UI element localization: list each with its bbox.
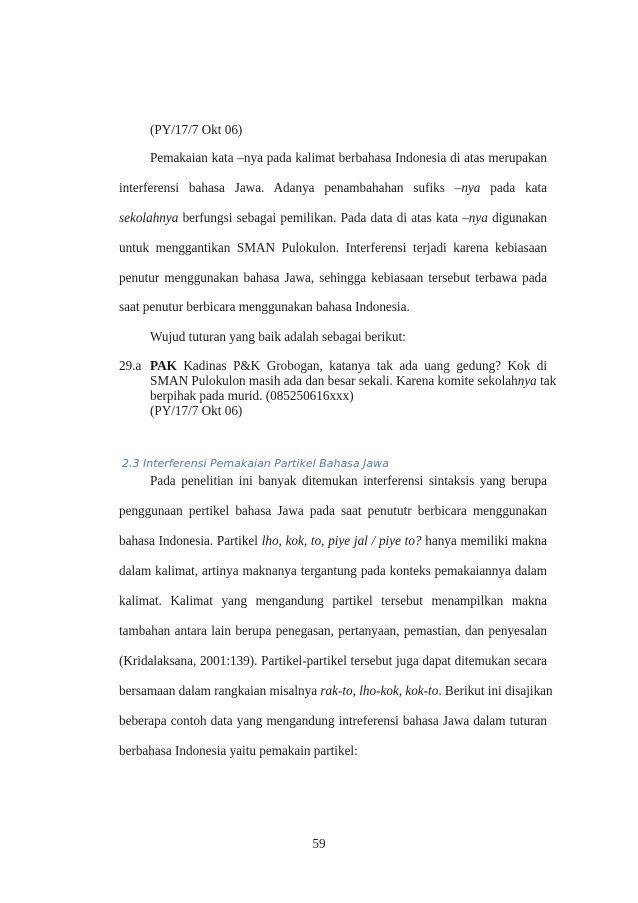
example-number: 29.a bbox=[119, 358, 142, 373]
paragraph-line bbox=[119, 683, 553, 699]
word-italic: –nya bbox=[454, 180, 481, 195]
text-segment: Kadinas P&K Grobogan, katanya tak ada uang gedung? Kok di bbox=[176, 358, 547, 373]
paragraph-line: untuk menggantikan SMAN Pulokulon. Interferensi terjadi karena kebiasaan bbox=[119, 240, 547, 255]
paragraph-line: berbahasa Indonesia yaitu pemakain partikel: bbox=[119, 743, 358, 758]
italic-term: sekolahnya bbox=[119, 210, 179, 225]
word: sufiks bbox=[413, 180, 445, 195]
paragraph-line: penutur menggunakan bahasa Jawa, sehingga kebiasaan tersebut terbawa pada bbox=[119, 270, 547, 285]
paragraph-line: beberapa contoh data yang mengandung intreferensi bahasa Jawa dalam tuturan bbox=[119, 713, 547, 728]
paragraph-line: Pemakaian kata –nya pada kalimat berbahasa Indonesia di atas merupakan bbox=[150, 150, 547, 165]
word: pada bbox=[490, 180, 516, 195]
page-number: 59 bbox=[312, 836, 326, 851]
paragraph-line bbox=[119, 210, 547, 226]
text-segment: . Berikut ini disajikan bbox=[438, 683, 553, 698]
example-intro: Wujud tuturan yang baik adalah sebagai berikut: bbox=[150, 329, 406, 344]
word: Jawa. bbox=[234, 180, 265, 195]
italic-term: nya bbox=[517, 373, 537, 388]
example-line: (PY/17/7 Okt 06) bbox=[150, 403, 243, 418]
text-segment: berfungsi sebagai pemilikan. Pada data di atas kata bbox=[178, 210, 463, 225]
word: Adanya bbox=[273, 180, 315, 195]
section-heading: 2.3 Interferensi Pemakaian Partikel Bahasa Jawa bbox=[122, 457, 389, 470]
example-line: berpihak pada murid. (085250616xxx) bbox=[150, 388, 354, 403]
paragraph-line: Pada penelitian ini banyak ditemukan interferensi sintaksis yang berupa bbox=[150, 473, 547, 488]
paragraph-line: dalam kalimat, artinya maknanya tergantung pada konteks pemakaiannya dalam bbox=[119, 563, 547, 578]
italic-term: lho, kok, to, piye jal / piye to? bbox=[261, 533, 422, 548]
reference-line: (PY/17/7 Okt 06) bbox=[150, 122, 243, 137]
text-segment: bahasa Indonesia. Partikel bbox=[119, 533, 262, 548]
text-segment: bersamaan dalam rangkaian misalnya bbox=[119, 683, 321, 698]
paragraph-line: tambahan antara lain berupa penegasan, pertanyaan, pemastian, dan penyesalan bbox=[119, 623, 547, 638]
paragraph-line: (Kridalaksana, 2001:139). Partikel-partikel tersebut juga dapat ditemukan secara bbox=[119, 653, 547, 668]
word: bahasa bbox=[188, 180, 225, 195]
word: kata bbox=[525, 180, 548, 195]
word: penambahahan bbox=[324, 180, 404, 195]
paragraph-line bbox=[119, 533, 547, 549]
word: interferensi bbox=[119, 180, 180, 195]
italic-term: –nya bbox=[462, 210, 488, 225]
text-segment: hanya memiliki makna bbox=[421, 533, 548, 548]
paragraph-line: saat penutur berbicara menggunakan bahasa Indonesia. bbox=[119, 299, 410, 314]
paragraph-line: kalimat. Kalimat yang mengandung partikel tersebut menampilkan makna bbox=[119, 593, 547, 608]
bold-term: PAK bbox=[150, 358, 177, 373]
text-segment: tak bbox=[536, 373, 557, 388]
text-segment: SMAN Pulokulon masih ada dan besar sekali. Karena komite sekolah bbox=[150, 373, 518, 388]
text-segment: digunakan bbox=[487, 210, 547, 225]
example-line bbox=[150, 373, 557, 388]
italic-term: rak-to, lho-kok, kok-to bbox=[320, 683, 439, 698]
example-line bbox=[150, 358, 547, 373]
paragraph-line: penggunaan pertikel bahasa Jawa pada saat penututr berbicara menggunakan bbox=[119, 503, 547, 518]
paragraph-line bbox=[119, 180, 547, 196]
